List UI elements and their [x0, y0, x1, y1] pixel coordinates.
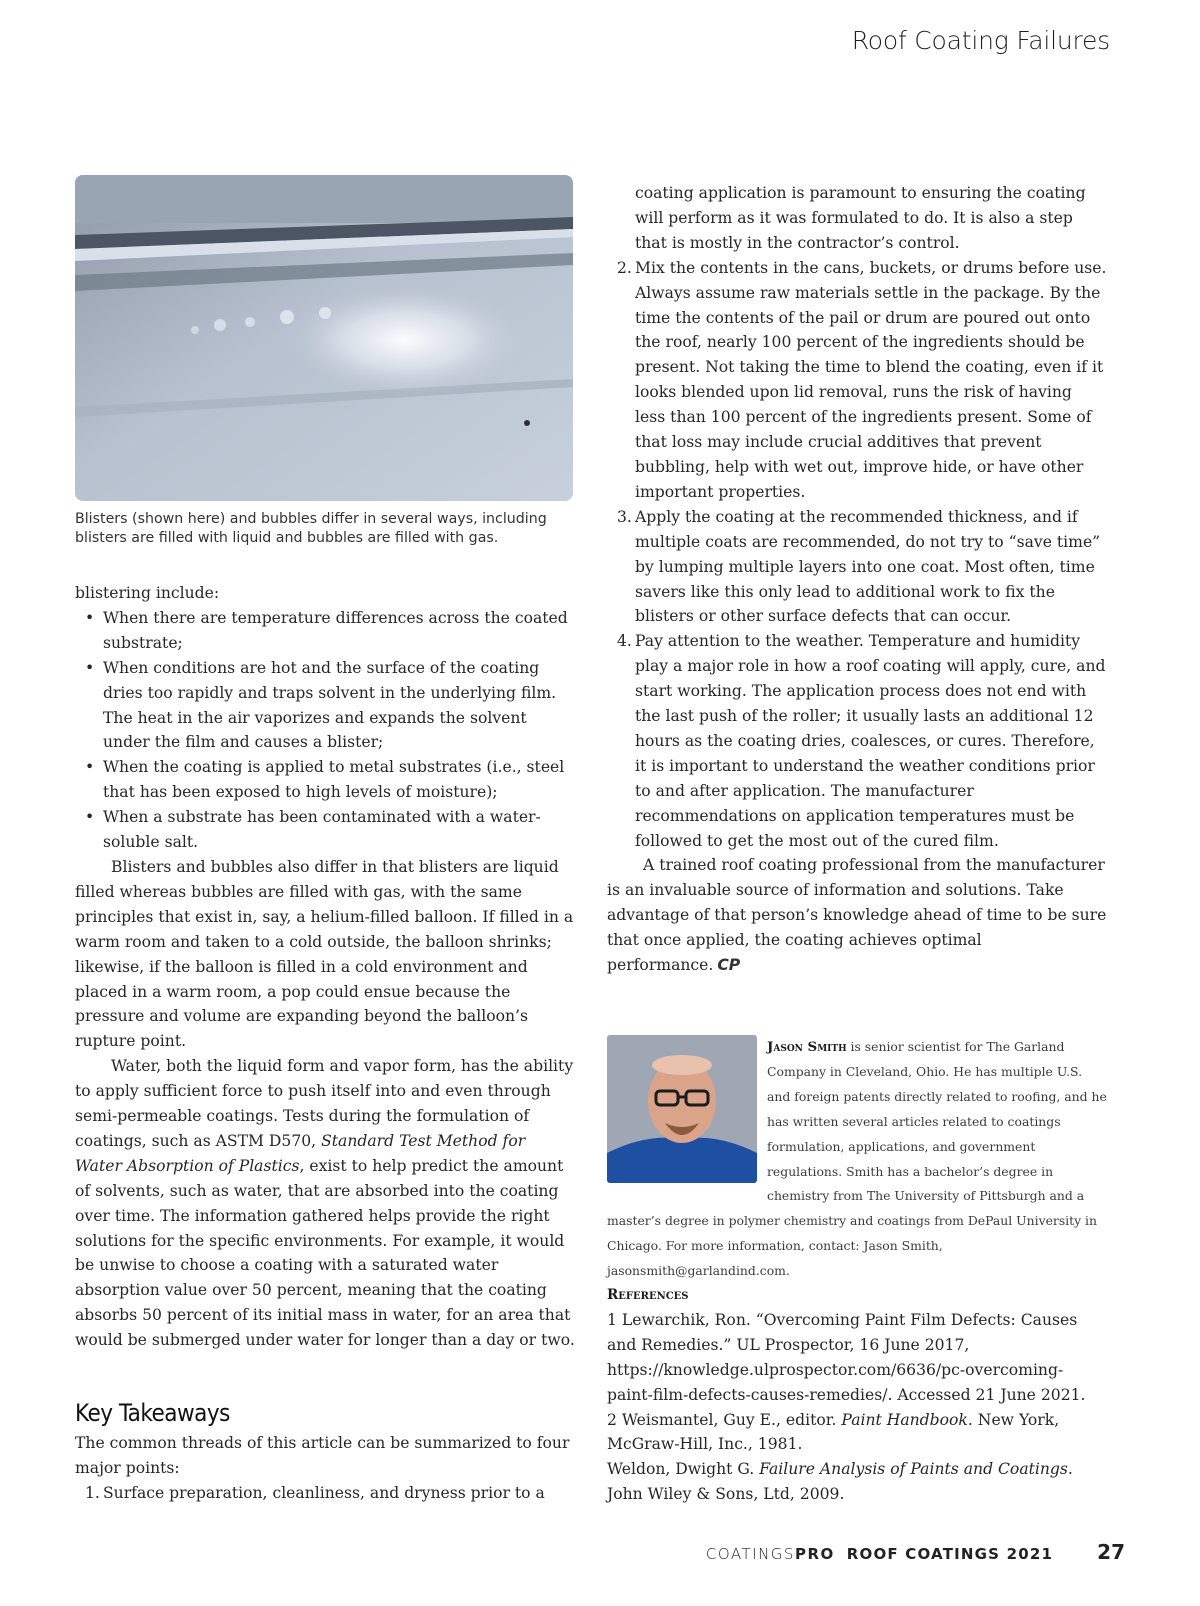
magazine-name-light: COATINGS: [705, 1545, 795, 1563]
closing-paragraph: A trained roof coating professional from the manufacturer is an invaluable source of information and solutions. Take advantage of that person’s knowledge ahead of time to be sure that once applied, the coating achieves optimal performance. CP: [607, 856, 1107, 975]
takeaways-list: [75, 1481, 575, 1506]
list-item: 4. Pay attention to the weather. Temperature and humidity play a major role in how a roof coating will apply, cure, and start working. The application process does not end with the last push of the roller; it usually lasts an additional 12 hours as the coating dries, coalesces, or cures. Therefore, it is important to understand the weather conditions prior to and after application. The manufacturer recommendations on application temperatures must be followed to get the most out of the cured film.: [617, 632, 1106, 850]
left-column: [75, 581, 575, 1506]
paragraph-water: Water, both the liquid form and vapor form, has the ability to apply sufficient force to push itself into and even through semi-permeable coatings. Tests during the formulation of coatings, such as ASTM D570, Standard Test Method for Water Absorption of Plastics, exist to help predict the amount of solvents, such as water, that are absorbed into the coating over time. The information gathered helps provide the right solutions for the specific environments. For example, it would be unwise to choose a coating with a saturated water absorption value over 50 percent, meaning that the coating absorbs 50 percent of its initial mass in water, for an area that would be submerged under water for longer than a day or two.: [75, 1057, 575, 1350]
reference-1: 1 Lewarchik, Ron. “Overcoming Paint Film Defects: Causes and Remedies.” UL Prospector, 16 June 2017, https://knowledge.ulprospector.com/6636/pc-overcoming-paint-film-defects-causes-remedies/. Accessed 21 June 2021.: [607, 1310, 1086, 1404]
photo-caption: [75, 510, 575, 548]
magazine-name-bold: PRO: [794, 1545, 835, 1563]
list-item: • When there are temperature differences across the coated substrate;: [75, 606, 575, 656]
author-headshot-image: [607, 1035, 757, 1183]
list-item: • When a substrate has been contaminated with a water-soluble salt.: [75, 805, 575, 855]
list-item: 1. Surface preparation, cleanliness, and dryness prior to a: [85, 1483, 545, 1502]
reference-3: Weldon, Dwight G. Failure Analysis of Paints and Coatings. John Wiley & Sons, Ltd, 2009.: [607, 1460, 1073, 1504]
list-item: 2. Mix the contents in the cans, buckets, or drums before use. Always assume raw materials settle in the package. By the time the contents of the pail or drum are poured out onto the roof, nearly 100 percent of the ingredients should be present. Not taking the time to blend the coating, even if it looks blended upon lid removal, runs the risk of having less than 100 percent of the ingredients present. Some of that loss may include crucial additives that prevent bubbling, help with wet out, improve hide, or have other important properties.: [617, 258, 1107, 501]
list-item: • When the coating is applied to metal substrates (i.e., steel that has been exposed to high levels of moisture);: [75, 755, 575, 805]
blister-photo: [75, 175, 573, 501]
author-bio-text: is senior scientist for The Garland Company in Cleveland, Ohio. He has multiple U.S. and foreign patents directly related to roofing, and he has written several articles related to coatings formulation, applications, and government regulations. Smith has a bachelor’s degree in chemistry from The University of Pittsburgh and a master’s degree in polymer chemistry and coatings from DePaul University in Chicago. For more information, contact: Jason Smith, jasonsmith@garlandind.com.: [607, 1039, 1107, 1279]
end-mark: CP: [717, 956, 741, 975]
blistering-causes-list: [75, 606, 575, 855]
list-item: coating application is paramount to ensuring the coating will perform as it was formulated to do. It is also a step that is mostly in the contractor’s control.: [635, 184, 1086, 252]
page-number: 27: [1097, 1540, 1125, 1564]
paragraph-balloon: Blisters and bubbles also differ in that blisters are liquid filled whereas bubbles are filled with gas, with the same principles that exist in, say, a helium-filled balloon. If filled in a warm room and taken to a cold outside, the balloon shrinks; likewise, if the balloon is filled in a cold environment and placed in a warm room, a pop could ensue because the pressure and volume are expanding beyond the balloon’s rupture point.: [75, 857, 574, 1051]
author-bio: [607, 1035, 1107, 1284]
page-footer: [706, 1540, 1125, 1564]
reference-2: 2 Weismantel, Guy E., editor. Paint Handbook. New York, McGraw-Hill, Inc., 1981.: [607, 1410, 1060, 1454]
caption-line-1: Blisters (shown here) and bubbles differ in several ways, including: [75, 511, 547, 527]
takeaways-list-continued: [607, 181, 1107, 853]
list-item: 3. Apply the coating at the recommended thickness, and if multiple coats are recommended, do not try to “save time” by lumping multiple layers into one coat. Most often, time savers like this only lead to additional work to fix the blisters or other surface defects that can occur.: [617, 507, 1101, 626]
issue-name: ROOF COATINGS 2021: [846, 1545, 1054, 1563]
references-heading: References: [607, 1287, 689, 1303]
right-column: [607, 181, 1107, 978]
caption-line-2: blisters are filled with liquid and bubbles are filled with gas.: [75, 530, 499, 546]
list-item: • When conditions are hot and the surface of the coating dries too rapidly and traps solvent in the underlying film. The heat in the air vaporizes and expands the solvent under the film and causes a blister;: [75, 656, 575, 756]
running-head-title: Roof Coating Failures: [851, 26, 1110, 55]
lead-text: blistering include:: [75, 584, 220, 602]
key-takeaways-intro: The common threads of this article can be summarized to four major points:: [75, 1434, 570, 1477]
author-name: Jason Smith: [767, 1039, 847, 1055]
key-takeaways-heading: Key Takeaways: [75, 1399, 230, 1428]
references-section: [607, 1283, 1107, 1507]
roof-blister-image: [75, 175, 573, 501]
author-photo: [607, 1035, 757, 1183]
